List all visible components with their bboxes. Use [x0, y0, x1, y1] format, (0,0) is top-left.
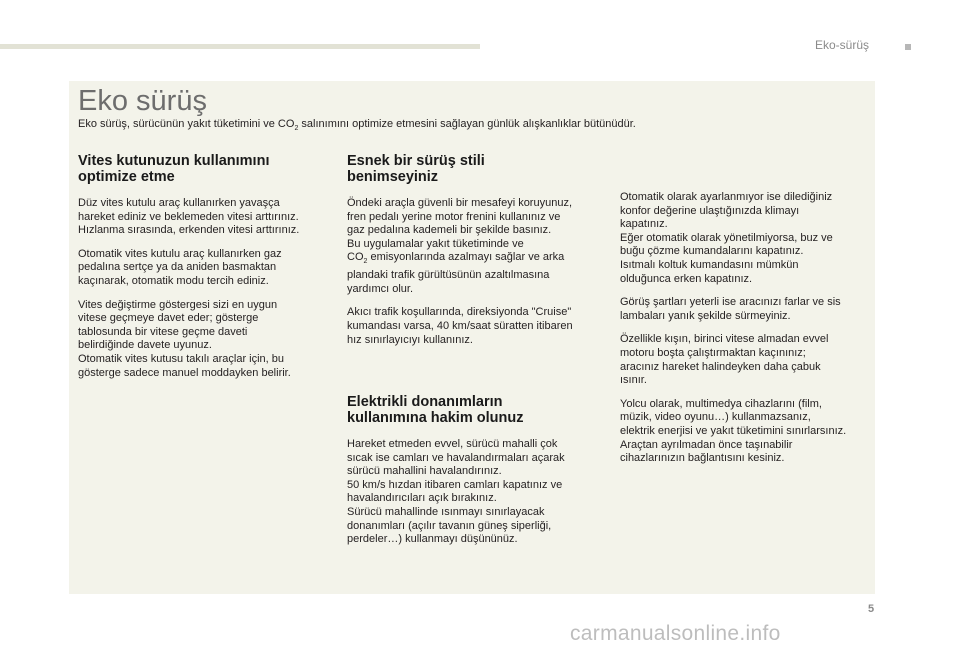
page-title: Eko sürüş [78, 85, 207, 117]
paragraph: Akıcı trafik koşullarında, direksiyonda "Cruise" kumandası varsa, 40 km/saat süratten itibaren hız sınırlayıcıyı kullanınız. [347, 306, 573, 346]
paragraph: Görüş şartları yeterli ise aracınızı farlar ve sis lambaları yanık şekilde sürmeyiniz. [620, 296, 841, 322]
section-heading: Elektrikli donanımların kullanımına hakim olunuz [347, 394, 524, 426]
section-electrical [347, 394, 599, 557]
paragraph: Öndeki araçla güvenli bir mesafeyi koruyunuz, fren pedalı yerine motor frenini kullanınız ve gaz pedalına kademeli bir şekilde basınız. Bu uygulamalar yakıt tüketiminde ve $CO_2$ emisyonlarında azalmayı sağlar ve arka plandaki trafik gürültüsünün azaltılmasına yardımcı olur. [347, 197, 573, 295]
paragraph: Özellikle kışın, birinci vitese almadan evvel motoru boşta çalıştırmaktan kaçınınız; aracınız hareket halindeyken daha çabuk ısınır. [620, 333, 829, 387]
paragraph: Vites değiştirme göstergesi sizi en uygun vitese geçmeye davet eder; gösterge tablosunda bir vitese geçme daveti belirdiğinde davete uyunuz. Otomatik vites kutusu takılı araçlar için, bu gösterge sadece manuel moddayken belirir. [78, 298, 291, 379]
intro-text: Eko sürüş, sürücünün yakıt tüketimini ve $CO_2$ salınımını optimize etmesini sağlayan günlük alışkanlıklar bütünüdür. [78, 118, 636, 133]
paragraph: Hareket etmeden evvel, sürücü mahalli çok sıcak ise camları ve havalandırmaları açarak sürücü mahallini havalandırınız. 50 km/s hızdan itibaren camları kapatınız ve havalandırıcıları açık bırakınız. Sürücü mahallinde ısınmayı sınırlayacak donanımları (açılır tavanın güneş siperliği, perdeler…) kullanmayı düşününüz. [347, 438, 565, 546]
section-heading: Vites kutunuzun kullanımını optimize etme [78, 153, 270, 185]
section-electrical-continued [620, 191, 872, 476]
running-head-marker [905, 44, 911, 50]
watermark: carmanualsonline.info [570, 622, 781, 645]
running-head: Eko-sürüş [815, 38, 870, 52]
paragraph: Otomatik vites kutulu araç kullanırken gaz pedalına sertçe ya da aniden basmaktan kaçınarak, otomatik modu tercih ediniz. [78, 247, 282, 287]
paragraph: Otomatik olarak ayarlanmıyor ise dilediğiniz konfor değerine ulaştığınızda klimayı kapatınız. Eğer otomatik olarak yönetilmiyorsa, buz ve buğu çözme kumandalarını kapatınız. Isıtmalı koltuk kumandasını mümkün olduğunca erken kapatınız. [620, 191, 833, 285]
section-driving-style [347, 153, 599, 357]
page-number: 5 [868, 603, 875, 615]
section-heading: Esnek bir sürüş stili benimseyiniz [347, 153, 485, 185]
paragraph: Düz vites kutulu araç kullanırken yavaşça hareket ediniz ve beklemeden vitesi arttırınız. Hızlanma sırasında, erkenden vitesi arttırınız. [78, 197, 300, 237]
paragraph: Yolcu olarak, multimedya cihazlarını (film, müzik, video oyunu…) kullanmazsanız, elektrik enerjisi ve yakıt tüketimini sınırlarsınız. Araçtan ayrılmadan önce taşınabilir cihazlarınızın bağlantısını kesiniz. [620, 397, 847, 465]
section-gearbox [78, 153, 328, 390]
header-rule [0, 44, 480, 49]
